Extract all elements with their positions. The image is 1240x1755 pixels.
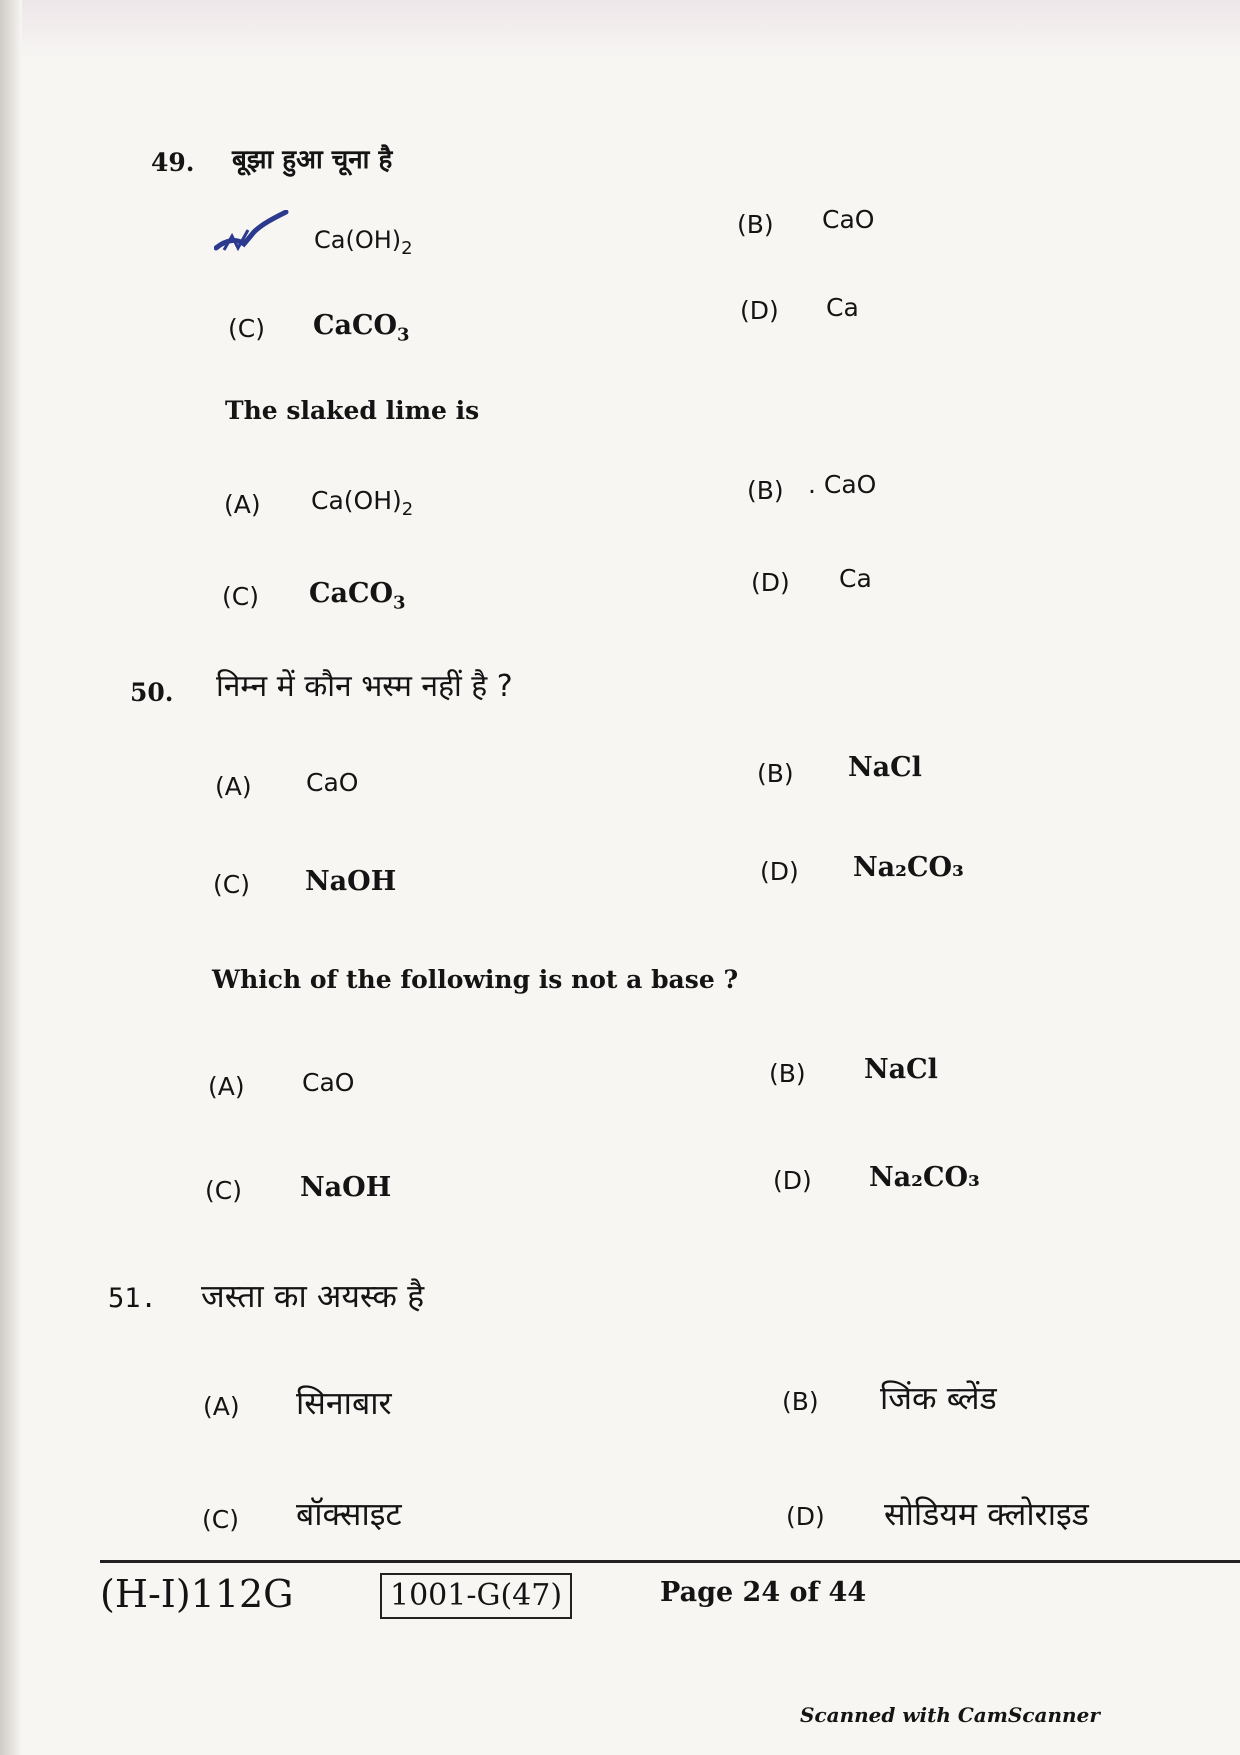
option-49-english-b-label: (B): [747, 476, 784, 505]
option-50-hindi-b-label: (B): [757, 759, 794, 788]
option-51-c-label: (C): [202, 1505, 239, 1534]
option-51-c-text: बॉक्साइट: [296, 1495, 402, 1533]
question-49-number: 49.: [151, 148, 195, 177]
option-51-d-text: सोडियम क्लोराइड: [884, 1495, 1089, 1533]
option-49-hindi-b-label: (B): [737, 210, 774, 239]
option-51-a-label: (A): [203, 1392, 240, 1421]
booklet-code-box: 1001-G(47): [380, 1573, 572, 1619]
option-49-hindi-d-label: (D): [740, 296, 779, 325]
option-text: Ca(OH): [311, 486, 402, 515]
option-51-b-label: (B): [782, 1387, 819, 1416]
option-50-english-b-label: (B): [769, 1059, 806, 1088]
option-51-a-text: सिनाबार: [296, 1384, 392, 1422]
option-49-english-d-label: (D): [751, 568, 790, 597]
option-subscript: 2: [401, 237, 413, 259]
option-49-english-b-text: . CaO: [808, 470, 877, 499]
option-text: Ca(OH): [314, 226, 402, 254]
option-50-hindi-c-label: (C): [213, 870, 250, 899]
question-50-english-text: Which of the following is not a base ?: [212, 965, 739, 994]
option-49-hindi-d-text: Ca: [826, 293, 859, 322]
option-51-b-text: जिंक ब्लेंड: [880, 1379, 997, 1417]
question-49-english-text: The slaked lime is: [225, 396, 480, 425]
option-50-english-a-label: (A): [208, 1072, 245, 1101]
option-50-english-d-label: (D): [773, 1166, 812, 1195]
question-49-hindi-text: बूझा हुआ चूना है: [232, 145, 393, 175]
option-49-english-d-text: Ca: [839, 564, 872, 593]
option-49-hindi-a: [314, 226, 413, 259]
option-49-hindi-b-text: CaO: [822, 205, 875, 234]
option-50-hindi-c-text: NaOH: [305, 866, 397, 897]
question-50-hindi-text: निम्न में कौन भस्म नहीं है ?: [216, 669, 513, 704]
option-49-hindi-c-text: [313, 310, 410, 345]
option-50-hindi-a-text: CaO: [306, 768, 359, 797]
option-49-english-a-text: [311, 486, 413, 520]
footer-divider: [100, 1560, 1240, 1563]
option-subscript: 3: [393, 592, 406, 614]
option-50-hindi-b-text: NaCl: [848, 752, 922, 783]
option-text: CaCO: [309, 578, 393, 609]
page-edge-shadow: [0, 0, 22, 1755]
option-50-hindi-a-label: (A): [215, 772, 252, 801]
question-51-hindi-text: जस्ता का अयस्क है: [201, 1277, 425, 1315]
option-50-english-a-text: CaO: [302, 1068, 355, 1097]
option-50-hindi-d-text: Na₂CO₃: [853, 852, 964, 883]
option-49-english-a-label: (A): [224, 490, 261, 519]
option-50-english-c-text: NaOH: [300, 1172, 392, 1203]
option-49-english-c-label: (C): [222, 582, 259, 611]
option-50-english-c-label: (C): [205, 1176, 242, 1205]
question-51-number: 51.: [108, 1283, 157, 1314]
option-51-d-label: (D): [786, 1502, 825, 1531]
option-subscript: 2: [401, 499, 414, 520]
paper-top-tint: [0, 0, 1240, 60]
option-50-english-b-text: NaCl: [864, 1054, 938, 1085]
option-50-english-d-text: Na₂CO₃: [869, 1162, 980, 1193]
option-49-english-c-text: [309, 578, 406, 613]
option-subscript: 3: [397, 324, 410, 346]
scanner-watermark: Scanned with CamScanner: [800, 1703, 1100, 1727]
paper-code: (H-I)112G: [100, 1572, 294, 1616]
page-number: Page 24 of 44: [660, 1577, 867, 1608]
handwritten-tick-mark-icon: [214, 210, 290, 256]
option-text: CaCO: [313, 310, 397, 341]
question-50-number: 50.: [130, 678, 174, 707]
option-50-hindi-d-label: (D): [760, 857, 799, 886]
option-49-hindi-c-label: (C): [228, 314, 265, 343]
